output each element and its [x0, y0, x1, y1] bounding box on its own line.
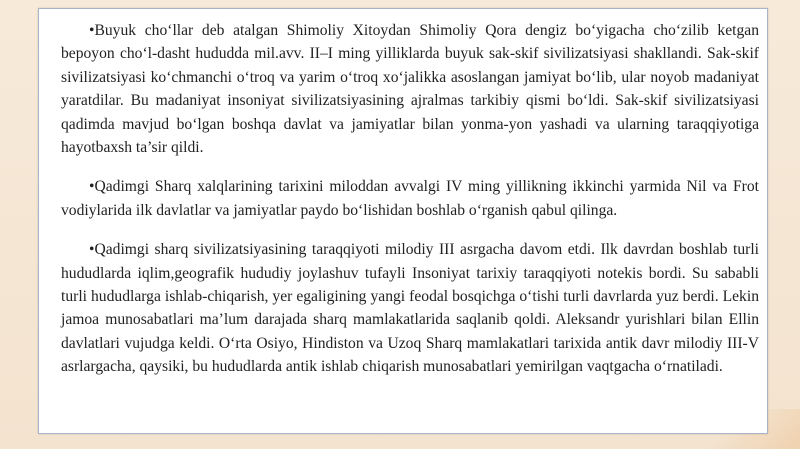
paragraph-ancient-east-history: •Qadimgi Sharq xalqlarining tarixini miloddan avvalgi IV ming yillikning ikkinchi yarmida Nil va Frot vodiylarida ilk davlatlar va jamiyatlar paydo bo‘lishidan boshlab o‘rganish qabul qilinga.	[61, 178, 759, 219]
text-card	[38, 8, 768, 434]
paragraph-saka-scythian: •Buyuk cho‘llar deb atalgan Shimoliy Xitoydan Shimoliy Qora dengiz bo‘yigacha cho‘zilib ketgan bepoyon cho‘l-dasht hududda mil.avv. II–I ming yilliklarda buyuk sak-skif sivilizatsiyasi shakllandi. Sak-skif sivilizatsiyasi ko‘chmanchi o‘troq va yarim o‘troq xo‘jalikka asoslangan jamiyat bo‘lib, ular noyob madaniyat yaratdilar. Bu madaniyat insoniyat sivilizatsiyasining ajralmas tarkibiy qismi bo‘ldi. Sak-skif sivilizatsiyasi qadimda mavjud bo‘lgan boshqa davlat va jamiyatlar bilan yonma-yon yashadi va ularning taraqqiyotiga hayotbaxsh ta’sir qildi.	[61, 22, 759, 157]
paragraph-eastern-civilization: •Qadimgi sharq sivilizatsiyasining taraqqiyoti milodiy III asrgacha davom etdi. Ilk davrdan boshlab turli hududlarda iqlim,geografik hududiy joylashuv tufayli Insoniyat tarixiy taraqqiyoti notekis bordi. Su sababli turli hududlarga ishlab-chiqarish, yer egaligining yangi feodal bosqichga o‘tishi turli davrlarda yuz berdi. Lekin jamoa munosabatlari ma’lum darajada sharq mamlakatlarida saqlanib qoldi. Aleksandr yurishlari bilan Ellin davlatlari vujudga keldi. O‘rta Osiyo, Hindiston va Uzoq Sharq mamlakatlari tarixida antik davr milodiy III-V asrlargacha, qaysiki, bu hududlarda antik ishlab chiqarish munosabatlari yemirilgan vaqtgacha o‘rnatiladi.	[61, 241, 759, 376]
